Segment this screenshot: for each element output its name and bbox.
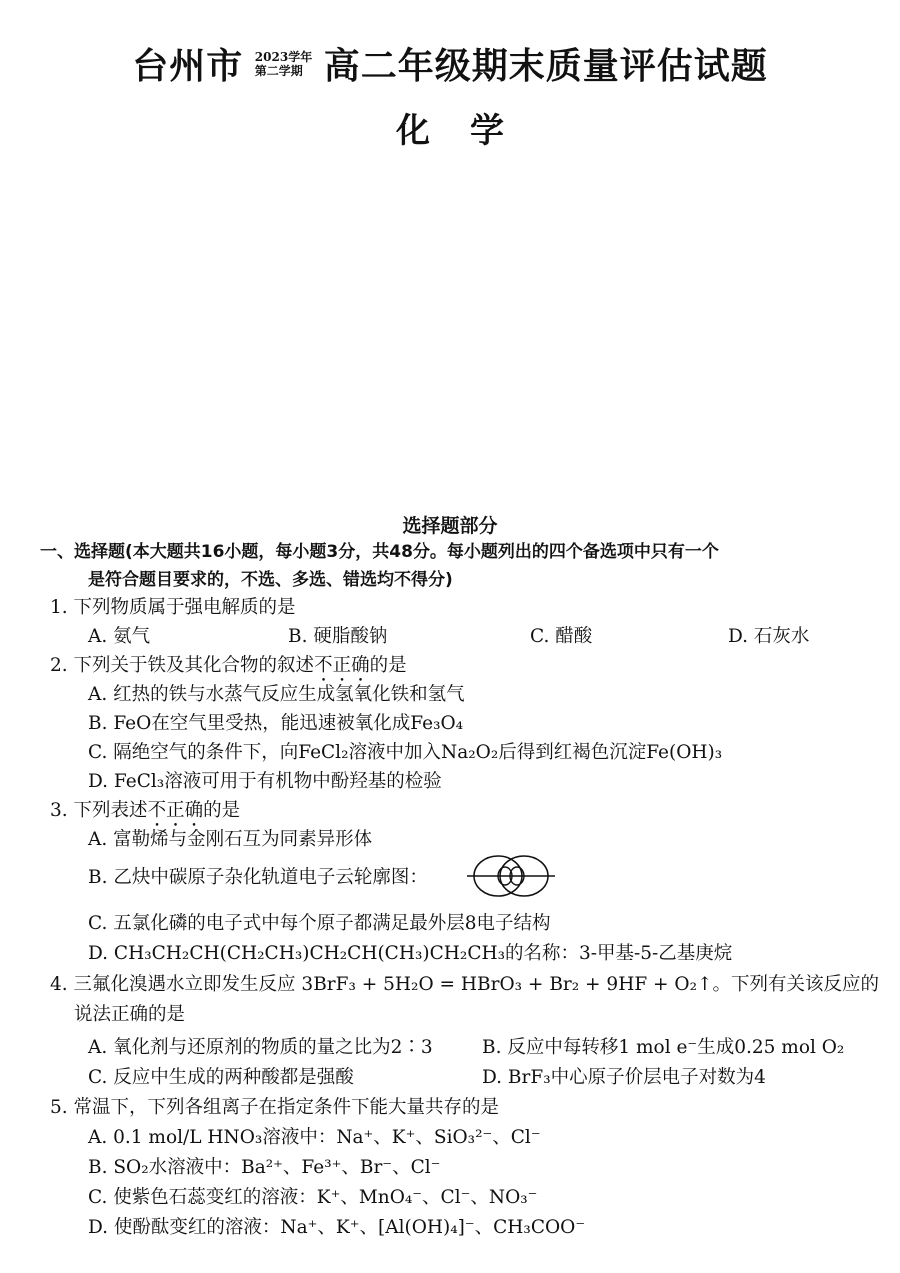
question-number: 1. (50, 597, 68, 618)
question-2-option-c: C. 隔绝空气的条件下，向FeCl₂溶液中加入Na₂O₂后得到红褐色沉淀Fe(OH)₃ (88, 742, 723, 763)
question-number: 5. (50, 1097, 68, 1118)
question-stem-line1: 三氟化溴遇水立即发生反应 3BrF₃ + 5H₂O = HBrO₃ + Br₂ + 9HF + O₂↑。下列有关该反应的 (73, 974, 880, 995)
question-3-option-a: A. 富勒烯与金刚石互为同素异形体 (88, 829, 373, 850)
question-2-option-a: A. 红热的铁与水蒸气反应生成氢氧化铁和氢气 (88, 684, 465, 705)
question-4-option-a: A. 氧化剂与还原剂的物质的量之比为2∶3 (88, 1037, 433, 1058)
sp-orbital-diagram-icon (465, 852, 557, 900)
question-stem-after: 的是 (203, 800, 241, 821)
question-1-option-c: C. 醋酸 (530, 626, 593, 647)
question-stem-after: 的是 (369, 655, 407, 676)
question-5-option-d: D. 使酚酞变红的溶液：Na⁺、K⁺、[Al(OH)₄]⁻、CH₃COO⁻ (88, 1217, 586, 1238)
question-4-option-b: B. 反应中每转移1 mol e⁻生成0.25 mol O₂ (482, 1037, 845, 1058)
question-stem-emphasis: 不正确 (147, 800, 204, 821)
question-number: 2. (50, 655, 68, 676)
question-5-option-c: C. 使紫色石蕊变红的溶液：K⁺、MnO₄⁻、Cl⁻、NO₃⁻ (88, 1187, 538, 1208)
question-2-option-b: B. FeO在空气里受热，能迅速被氧化成Fe₃O₄ (88, 713, 464, 734)
title-term-block (255, 50, 312, 78)
question-stem: 常温下，下列各组离子在指定条件下能大量共存的是 (73, 1097, 500, 1118)
question-1-option-b: B. 硬脂酸钠 (288, 626, 388, 647)
question-stem: 下列物质属于强电解质的是 (73, 597, 296, 618)
title-main: 高二年级期末质量评估试题 (323, 45, 768, 87)
section-title: 选择题部分 (402, 515, 498, 537)
question-3-option-b: B. 乙炔中碳原子杂化轨道电子云轮廓图： (88, 867, 428, 888)
subject-title: 化学 (396, 111, 544, 151)
title-semester: 第二学期 (254, 63, 303, 78)
question-5-option-a: A. 0.1 mol/L HNO₃溶液中：Na⁺、K⁺、SiO₃²⁻、Cl⁻ (88, 1127, 541, 1148)
question-stem-emphasis: 不正确 (314, 655, 370, 676)
question-4-option-d: D. BrF₃中心原子价层电子对数为4 (482, 1067, 766, 1088)
question-stem-before: 下列关于铁及其化合物的叙述 (73, 655, 315, 676)
question-4 (50, 973, 879, 997)
exam-title (0, 38, 900, 89)
question-3-option-c: C. 五氯化磷的电子式中每个原子都满足最外层8电子结构 (88, 913, 551, 934)
question-1-option-a: A. 氨气 (88, 626, 151, 647)
question-2 (50, 654, 407, 686)
question-4-stem-line2: 说法正确的是 (74, 1004, 186, 1025)
question-stem-before: 下列表述 (73, 800, 148, 821)
question-4-option-c: C. 反应中生成的两种酸都是强酸 (88, 1067, 354, 1088)
section-intro-line2: 是符合题目要求的，不选、多选、错选均不得分) (88, 570, 453, 590)
question-3 (50, 799, 240, 831)
question-1 (50, 596, 296, 620)
question-5 (50, 1096, 499, 1120)
question-number: 4. (50, 974, 68, 995)
title-city: 台州市 (132, 45, 244, 87)
question-2-option-d: D. FeCl₃溶液可用于有机物中酚羟基的检验 (88, 771, 442, 792)
question-3-option-d: D. CH₃CH₂CH(CH₂CH₃)CH₂CH(CH₃)CH₂CH₃的名称：3-甲基-5-乙基庚烷 (88, 943, 733, 964)
title-year: 2023学年 (254, 49, 313, 64)
section-intro-line1: 一、选择题(本大题共16小题，每小题3分，共48分。每小题列出的四个备选项中只有一个 (40, 542, 719, 562)
question-number: 3. (50, 800, 68, 821)
question-1-option-d: D. 石灰水 (728, 626, 810, 647)
question-5-option-b: B. SO₂水溶液中：Ba²⁺、Fe³⁺、Br⁻、Cl⁻ (88, 1157, 441, 1178)
